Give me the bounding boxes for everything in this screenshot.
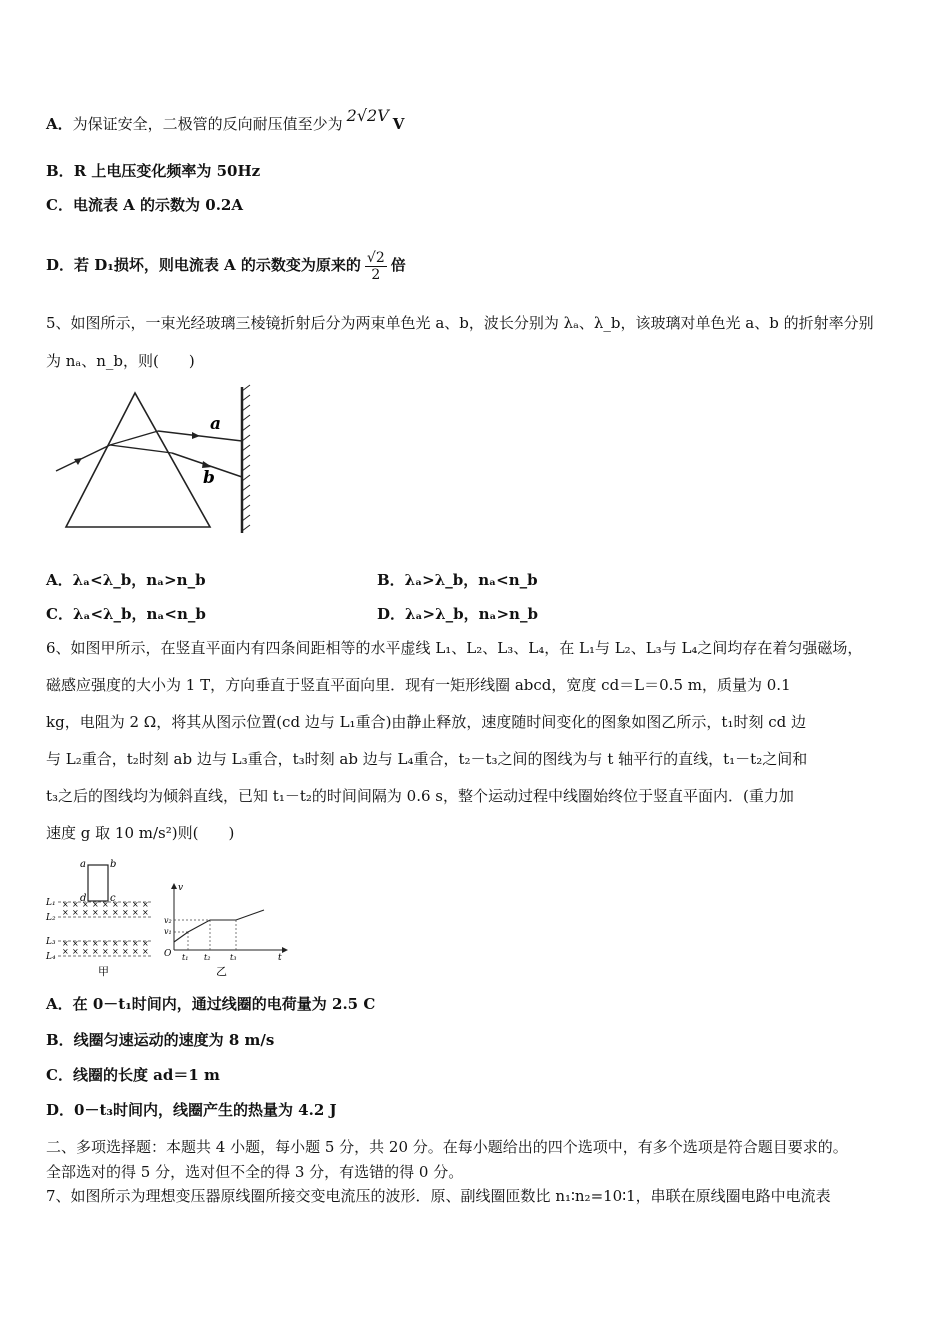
label-a: a — [80, 859, 86, 870]
inner-ray-b — [110, 445, 172, 453]
q5-stem-line-1: 5、如图所示，一束光经玻璃三棱镜折射后分为两束单色光 a、b，波长分别为 λₐ、λ_b，该玻璃对单色光 a、b 的折射率分别 — [46, 314, 874, 332]
field-cross: × — [112, 908, 119, 917]
label-v1: v₁ — [164, 927, 172, 936]
label-v: v — [178, 883, 184, 893]
figure-yi — [160, 880, 292, 980]
q6-option-c: C．线圈的长度 ad＝1 m — [46, 1066, 220, 1084]
label-c: c — [110, 893, 116, 904]
label-L2: L₂ — [46, 913, 56, 923]
prism-triangle — [66, 393, 210, 527]
q6-stem-line-4: 与 L₂重合，t₂时刻 ab 边与 L₃重合，t₃时刻 ab 边与 L₄重合，t₂－t₃之间的图线为与 t 轴平行的直线，t₁－t₂之间和 — [46, 750, 808, 768]
ray-a-arrow — [192, 432, 200, 439]
field-cross: × — [142, 908, 149, 917]
section2-line-2: 全部选对的得 5 分，选对但不全的得 3 分，有选错的得 0 分。 — [46, 1163, 464, 1181]
label-b: b — [110, 859, 117, 870]
prism-figure — [50, 383, 255, 538]
q6-option-a: A．在 0－t₁时间内，通过线圈的电荷量为 2.5 C — [46, 995, 376, 1013]
field-cross: × — [142, 900, 149, 909]
field-cross: × — [62, 908, 69, 917]
field-cross: × — [112, 947, 119, 956]
label-v2: v₂ — [164, 916, 172, 925]
v-axis-arrow — [171, 883, 177, 889]
field-cross: × — [132, 939, 139, 948]
field-cross: × — [142, 947, 149, 956]
field-cross: × — [132, 947, 139, 956]
caption-yi: 乙 — [216, 965, 227, 978]
q6-stem-line-5: t₃之后的图线均为倾斜直线，已知 t₁－t₂的时间间隔为 0.6 s，整个运动过程中线圈始终位于竖直平面内．(重力加 — [46, 787, 794, 805]
q4-option-d-fraction: $\frac{√2}{2}$ — [366, 249, 385, 283]
field-cross: × — [122, 900, 129, 909]
label-L3: L₃ — [46, 937, 56, 947]
field-cross: × — [92, 900, 99, 909]
field-cross: × — [102, 939, 109, 948]
label-O: O — [164, 949, 172, 959]
q4-option-a: A．为保证安全，二极管的反向耐压值至少为 2√2V V — [46, 106, 405, 133]
label-t3: t₃ — [230, 953, 237, 962]
section2-line-1: 二、多项选择题：本题共 4 小题，每小题 5 分，共 20 分。在每小题给出的四个选项中，有多个选项是符合题目要求的。 — [46, 1138, 848, 1156]
v-t-graph — [174, 910, 264, 942]
label-L1: L₁ — [46, 898, 56, 908]
q6-stem-line-1: 6、如图甲所示，在竖直平面内有四条间距相等的水平虚线 L₁、L₂、L₃、L₄，在 L₁与 L₂、L₃与 L₄之间均存在着匀强磁场， — [46, 639, 863, 657]
q5-stem-line-2: 为 nₐ、n_b，则( ) — [46, 352, 195, 370]
t-axis-arrow — [282, 947, 288, 953]
label-t: t — [278, 953, 282, 963]
q6-stem-line-3: kg，电阻为 2 Ω，将其从图示位置(cd 边与 L₁重合)由静止释放，速度随时间变化的图象如图乙所示，t₁时刻 cd 边 — [46, 713, 807, 731]
field-cross: × — [72, 908, 79, 917]
field-cross: × — [62, 939, 69, 948]
field-cross: × — [112, 939, 119, 948]
figure-jia — [44, 855, 162, 980]
field-cross: × — [92, 939, 99, 948]
field-cross: × — [132, 900, 139, 909]
field-cross: × — [82, 900, 89, 909]
q4-option-b: B．R 上电压变化频率为 50Hz — [46, 162, 261, 180]
field-crosses — [62, 900, 149, 956]
q4-option-c: C．电流表 A 的示数为 0.2A — [46, 196, 243, 214]
field-cross: × — [102, 947, 109, 956]
q5-option-a: A．λₐ<λ_b，nₐ>n_b — [46, 571, 206, 589]
field-cross: × — [62, 947, 69, 956]
field-cross: × — [142, 939, 149, 948]
field-cross: × — [122, 947, 129, 956]
label-t1: t₁ — [182, 953, 189, 962]
q7-stem-line-1: 7、如图所示为理想变压器原线圈所接交变电流压的波形．原、副线圈匝数比 n₁∶n₂=10∶1，串联在原线圈电路中电流表 — [46, 1187, 831, 1205]
field-cross: × — [92, 947, 99, 956]
label-a: a — [210, 414, 222, 434]
q5-option-d: D．λₐ>λ_b，nₐ>n_b — [377, 605, 538, 623]
coil-abcd — [88, 865, 108, 901]
label-L4: L₄ — [46, 952, 56, 962]
q4-option-a-math: 2√2V — [346, 106, 389, 125]
field-cross: × — [62, 900, 69, 909]
field-cross: × — [102, 908, 109, 917]
field-cross: × — [122, 939, 129, 948]
field-cross: × — [72, 939, 79, 948]
label-d: d — [80, 893, 87, 904]
q6-stem-line-2: 磁感应强度的大小为 1 T，方向垂直于竖直平面向里．现有一矩形线圈 abcd，宽度 cd＝L＝0.5 m，质量为 0.1 — [46, 676, 791, 694]
field-cross: × — [82, 947, 89, 956]
q6-option-b: B．线圈匀速运动的速度为 8 m/s — [46, 1031, 275, 1049]
q5-option-c: C．λₐ<λ_b，nₐ<n_b — [46, 605, 206, 623]
inner-ray-a — [110, 431, 158, 445]
q4-option-a-text: 为保证安全，二极管的反向耐压值至少为 — [72, 115, 343, 133]
field-cross: × — [122, 908, 129, 917]
field-cross: × — [112, 900, 119, 909]
caption-jia: 甲 — [98, 965, 109, 978]
field-cross: × — [92, 908, 99, 917]
field-cross: × — [82, 908, 89, 917]
q6-stem-line-6: 速度 g 取 10 m/s²)则( ) — [46, 824, 235, 842]
field-cross: × — [82, 939, 89, 948]
q4-option-d: D．若 D₁损坏，则电流表 A 的示数变为原来的 $\frac{√2}{2}$ 倍 — [46, 249, 406, 283]
field-cross: × — [102, 900, 109, 909]
field-cross: × — [72, 947, 79, 956]
label-t2: t₂ — [204, 953, 211, 962]
field-cross: × — [72, 900, 79, 909]
q6-option-d: D．0－t₃时间内，线圈产生的热量为 4.2 J — [46, 1101, 337, 1119]
field-cross: × — [132, 908, 139, 917]
q5-option-b: B．λₐ>λ_b，nₐ<n_b — [377, 571, 538, 589]
label-b: b — [203, 468, 215, 488]
ray-b-arrow — [202, 461, 212, 468]
